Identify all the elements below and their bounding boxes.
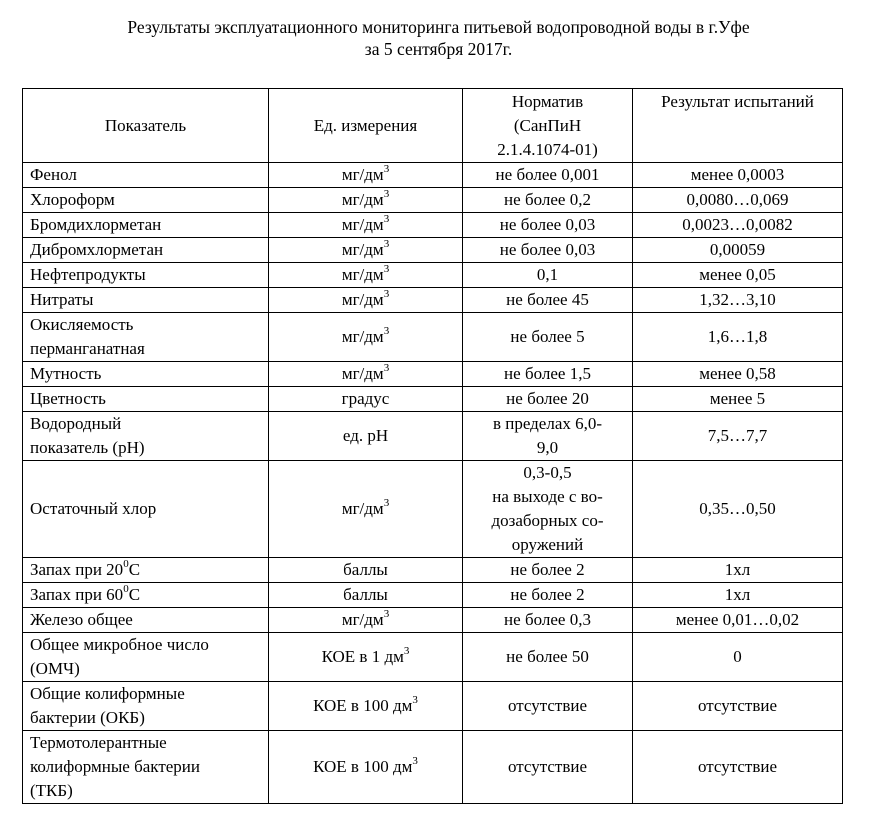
indicator-text: Общее микробное число: [30, 635, 209, 654]
cell-result: 7,5…7,7: [633, 412, 843, 461]
norm-text: отсутствие: [507, 696, 587, 715]
cell-norm: [463, 682, 633, 731]
unit-text: КОЕ в 100 дм: [313, 757, 413, 776]
cell-indicator: [23, 731, 269, 804]
unit-superscript: 3: [383, 288, 390, 301]
cell-unit: [269, 163, 463, 188]
indicator-text: Нитраты: [30, 290, 94, 309]
cell-unit: [269, 313, 463, 362]
cell-unit: [269, 461, 463, 558]
cell-unit: [269, 263, 463, 288]
table-row: [23, 163, 843, 188]
cell-indicator: [23, 313, 269, 362]
unit-superscript: 3: [383, 362, 390, 375]
unit-text: ед. pH: [342, 426, 389, 445]
table-body: [23, 163, 843, 804]
cell-indicator: [23, 583, 269, 608]
norm-text: отсутствие: [507, 757, 587, 776]
norm-text: не более 45: [506, 290, 589, 309]
table-row: [23, 608, 843, 633]
cell-norm: [463, 731, 633, 804]
cell-norm: [463, 412, 633, 461]
unit-text: мг/дм: [341, 215, 384, 234]
indicator-text: Окисляемость: [30, 315, 134, 334]
cell-unit: [269, 387, 463, 412]
unit-text: мг/дм: [341, 327, 384, 346]
table-row: [23, 263, 843, 288]
cell-unit: [269, 558, 463, 583]
cell-unit: [269, 608, 463, 633]
unit-text: мг/дм: [341, 240, 384, 259]
header-indicator: Показатель: [23, 89, 269, 163]
header-norm-line: 2.1.4.1074-01): [497, 139, 598, 159]
unit-superscript: 3: [383, 325, 390, 338]
norm-text: не более 5: [510, 327, 585, 346]
unit-text: баллы: [343, 560, 388, 579]
unit-superscript: 3: [412, 755, 418, 768]
cell-result: менее 0,05: [633, 263, 843, 288]
unit-text: мг/дм: [341, 610, 384, 629]
unit-text: мг/дм: [341, 165, 384, 184]
table-row: [23, 558, 843, 583]
cell-unit: [269, 213, 463, 238]
cell-result: отсутствие: [633, 731, 843, 804]
header-unit: Ед. измерения: [269, 89, 463, 163]
indicator-text: Цветность: [30, 389, 106, 408]
cell-result: менее 0,0003: [633, 163, 843, 188]
table-row: [23, 682, 843, 731]
cell-result: менее 5: [633, 387, 843, 412]
cell-indicator: [23, 238, 269, 263]
norm-text: не более 2: [510, 585, 585, 604]
cell-result: 0: [633, 633, 843, 682]
unit-superscript: 3: [412, 694, 418, 707]
indicator-text: Хлороформ: [30, 190, 115, 209]
unit-superscript: 3: [383, 263, 390, 276]
unit-text: КОЕ в 100 дм: [313, 696, 413, 715]
indicator-text: Фенол: [30, 165, 77, 184]
indicator-text: Мутность: [30, 364, 102, 383]
indicator-text: показатель (pH): [30, 438, 145, 457]
unit-text: градус: [341, 389, 390, 408]
unit-superscript: 3: [383, 188, 390, 201]
cell-result: менее 0,01…0,02: [633, 608, 843, 633]
cell-norm: [463, 313, 633, 362]
unit-superscript: 3: [383, 163, 390, 176]
degree-superscript: 0: [123, 583, 129, 596]
cell-indicator: [23, 362, 269, 387]
title-line-1: Результаты эксплуатационного мониторинга питьевой водопроводной воды в г.Уфе: [127, 17, 750, 37]
norm-text: оружений: [511, 535, 584, 554]
cell-norm: [463, 188, 633, 213]
indicator-text: (ОМЧ): [30, 659, 80, 678]
norm-text: дозаборных со-: [491, 511, 604, 530]
cell-result: менее 0,58: [633, 362, 843, 387]
indicator-text: С: [128, 560, 141, 579]
cell-norm: [463, 288, 633, 313]
indicator-text: Бромдихлорметан: [30, 215, 162, 234]
norm-text: не более 50: [506, 647, 589, 666]
indicator-text: Нефтепродукты: [30, 265, 146, 284]
cell-unit: [269, 633, 463, 682]
norm-text: не более 0,001: [495, 165, 600, 184]
cell-indicator: [23, 387, 269, 412]
cell-indicator: [23, 461, 269, 558]
norm-text: в пределах 6,0-: [492, 414, 603, 433]
table-row: [23, 188, 843, 213]
cell-result: 0,0080…0,069: [633, 188, 843, 213]
cell-indicator: [23, 213, 269, 238]
cell-result: 1,6…1,8: [633, 313, 843, 362]
indicator-text: перманганатная: [30, 339, 145, 358]
unit-text: КОЕ в 1 дм: [321, 647, 404, 666]
cell-unit: [269, 731, 463, 804]
unit-superscript: 3: [383, 238, 390, 251]
document-title: [0, 16, 877, 60]
cell-norm: [463, 558, 633, 583]
cell-norm: [463, 608, 633, 633]
title-line-2: за 5 сентября 2017г.: [364, 39, 513, 59]
unit-superscript: 3: [383, 608, 390, 621]
cell-unit: [269, 583, 463, 608]
norm-text: не более 0,03: [499, 215, 596, 234]
cell-indicator: [23, 188, 269, 213]
table-row: [23, 583, 843, 608]
cell-result: 1хл: [633, 558, 843, 583]
cell-indicator: [23, 288, 269, 313]
norm-text: не более 0,03: [499, 240, 596, 259]
norm-text: не более 20: [506, 389, 589, 408]
table-row: [23, 731, 843, 804]
unit-superscript: 3: [383, 213, 390, 226]
cell-result: 0,00059: [633, 238, 843, 263]
cell-unit: [269, 412, 463, 461]
cell-indicator: [23, 633, 269, 682]
cell-unit: [269, 238, 463, 263]
table-row: [23, 412, 843, 461]
header-norm-line: (СанПиН: [513, 115, 582, 135]
indicator-text: Железо общее: [30, 610, 133, 629]
monitoring-table: [22, 88, 843, 804]
table-header-row: [23, 89, 843, 163]
indicator-text: колиформные бактерии: [30, 757, 200, 776]
indicator-text: Общие колиформные: [30, 684, 185, 703]
norm-text: 9,0: [536, 438, 559, 457]
norm-text: не более 2: [510, 560, 585, 579]
indicator-text: (ТКБ): [30, 781, 73, 800]
indicator-text: Водородный: [30, 414, 122, 433]
degree-superscript: 0: [123, 558, 129, 571]
table-row: [23, 387, 843, 412]
cell-norm: [463, 461, 633, 558]
norm-text: на выходе с во-: [492, 487, 603, 506]
cell-norm: [463, 263, 633, 288]
indicator-text: Дибромхлорметан: [30, 240, 164, 259]
cell-unit: [269, 682, 463, 731]
table-row: [23, 313, 843, 362]
cell-norm: [463, 583, 633, 608]
unit-text: мг/дм: [341, 190, 384, 209]
table-row: [23, 633, 843, 682]
unit-text: мг/дм: [341, 364, 384, 383]
cell-norm: [463, 633, 633, 682]
header-norm-line: Норматив: [511, 91, 584, 111]
indicator-text: Запах при 60: [30, 585, 124, 604]
norm-text: не более 0,3: [504, 610, 591, 629]
cell-indicator: [23, 682, 269, 731]
indicator-text: С: [128, 585, 141, 604]
indicator-text: Запах при 20: [30, 560, 124, 579]
unit-superscript: 3: [403, 645, 410, 658]
indicator-text: Остаточный хлор: [30, 499, 157, 518]
table-row: [23, 238, 843, 263]
unit-text: мг/дм: [341, 499, 384, 518]
cell-indicator: [23, 558, 269, 583]
norm-text: 0,1: [536, 265, 559, 284]
norm-text: не более 0,2: [504, 190, 591, 209]
unit-text: баллы: [343, 585, 388, 604]
cell-result: 0,0023…0,0082: [633, 213, 843, 238]
cell-result: 1,32…3,10: [633, 288, 843, 313]
header-norm: [463, 89, 633, 163]
indicator-text: бактерии (ОКБ): [30, 708, 145, 727]
table-row: [23, 461, 843, 558]
table-row: [23, 288, 843, 313]
cell-unit: [269, 288, 463, 313]
cell-unit: [269, 362, 463, 387]
cell-norm: [463, 213, 633, 238]
cell-result: 1хл: [633, 583, 843, 608]
cell-indicator: [23, 163, 269, 188]
norm-text: не более 1,5: [504, 364, 591, 383]
table-row: [23, 213, 843, 238]
unit-text: мг/дм: [341, 265, 384, 284]
header-result: Результат испытаний: [633, 89, 843, 163]
cell-norm: [463, 362, 633, 387]
unit-superscript: 3: [383, 497, 390, 510]
cell-unit: [269, 188, 463, 213]
unit-text: мг/дм: [341, 290, 384, 309]
cell-norm: [463, 163, 633, 188]
table-row: [23, 362, 843, 387]
cell-norm: [463, 238, 633, 263]
cell-indicator: [23, 608, 269, 633]
cell-norm: [463, 387, 633, 412]
cell-indicator: [23, 412, 269, 461]
cell-indicator: [23, 263, 269, 288]
cell-result: отсутствие: [633, 682, 843, 731]
norm-text: 0,3-0,5: [523, 463, 572, 482]
indicator-text: Термотолерантные: [30, 733, 167, 752]
cell-result: 0,35…0,50: [633, 461, 843, 558]
